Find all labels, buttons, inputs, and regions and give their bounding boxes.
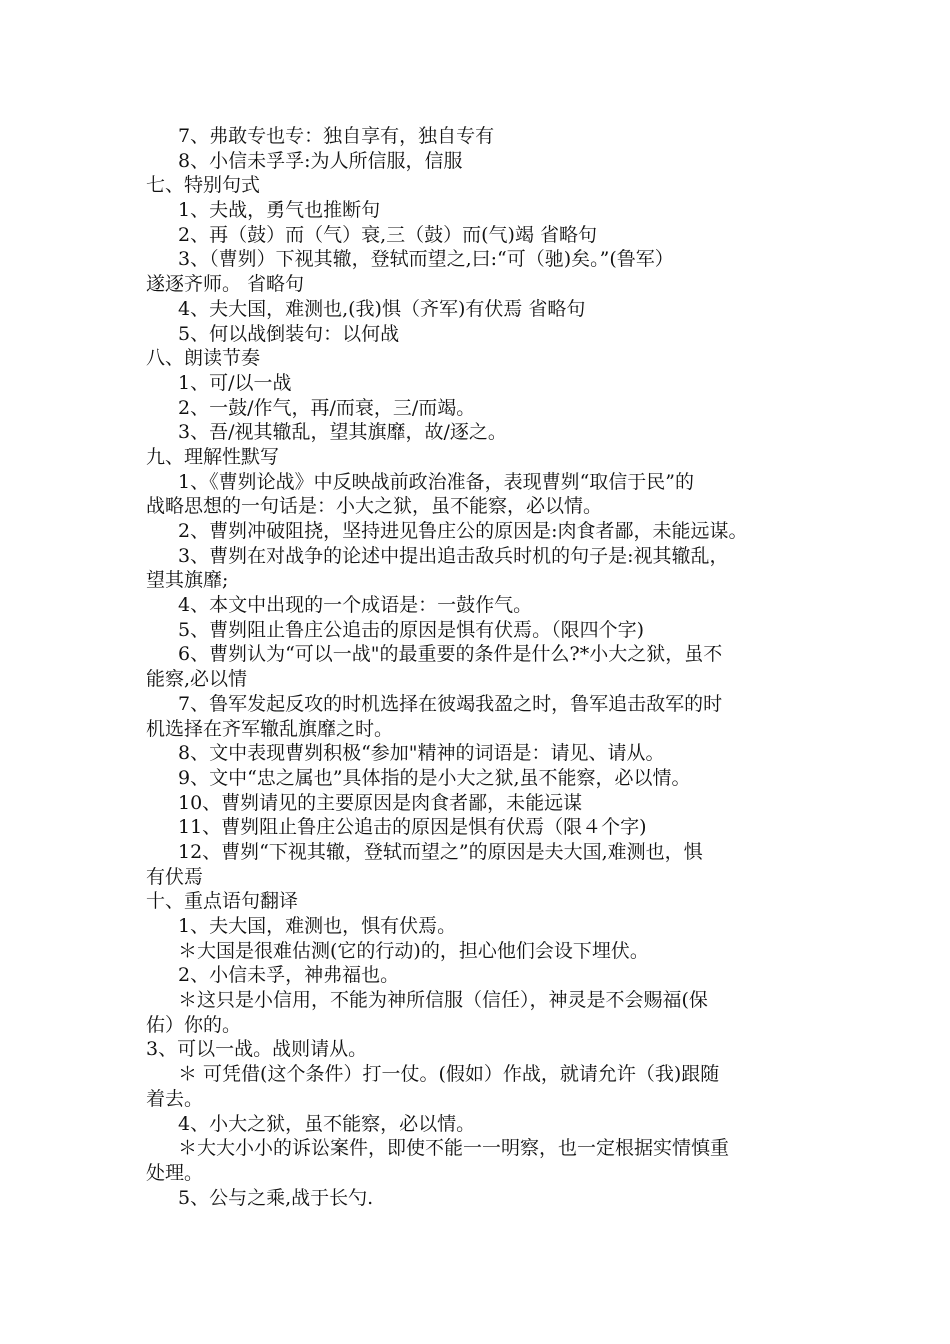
text-line: ＊ 可凭借(这个条件）打一仗。(假如）作战，就请允许（我)跟随 [178, 1063, 720, 1086]
section-heading: 七、特别句式 [146, 174, 261, 197]
text-line: 1、可/以一战 [178, 371, 292, 394]
text-continuation-line: 能察,必以情 [146, 668, 248, 691]
text-line: 4、本文中出现的一个成语是：一鼓作气。 [178, 594, 533, 617]
text-line: 8、小信未孚孚:为人所信服，信服 [178, 149, 463, 172]
section-heading: 九、理解性默写 [146, 445, 280, 468]
text-line: 4、小大之狱，虽不能察，必以情。 [178, 1112, 476, 1135]
text-line: ＊大大小小的诉讼案件，即使不能一一明察，也一定根据实情慎重 [178, 1137, 730, 1160]
text-line: 2、再（鼓）而（气）衰,三（鼓）而(气)竭 省略句 [178, 223, 597, 246]
text-line: 9、文中“忠之属也”具体指的是小大之狱,虽不能察，必以情。 [178, 766, 691, 789]
section-heading: 3、可以一战。战则请从。 [146, 1038, 368, 1061]
text-line: 10、曹刿请见的主要原因是肉食者鄙，未能远谋 [178, 791, 583, 814]
text-line: 6、曹刿认为“可以一战"的最重要的条件是什么?*小大之狱，虽不 [178, 643, 723, 666]
text-line: ＊大国是很难估测(它的行动)的，担心他们会设下埋伏。 [178, 939, 649, 962]
text-line: 5、公与之乘,战于长勺. [178, 1186, 374, 1209]
text-line: 5、曹刿阻止鲁庄公追击的原因是惧有伏焉。（限四个字) [178, 618, 645, 641]
text-line: 2、一鼓/作气，再/而衰，三/而竭。 [178, 396, 476, 419]
text-line: 1、《曹刿论战》中反映战前政治准备，表现曹刿“取信于民”的 [178, 470, 695, 493]
section-heading: 十、重点语句翻译 [146, 890, 299, 913]
text-line: 7、鲁军发起反攻的时机选择在彼竭我盈之时，鲁军追击敌军的时 [178, 692, 723, 715]
text-line: 1、夫战，勇气也推断句 [178, 199, 381, 222]
text-continuation-line: 遂逐齐师。 省略句 [146, 273, 305, 296]
text-line: 12、曹刿“下视其辙，登轼而望之”的原因是夫大国,难测也，惧 [178, 840, 703, 863]
text-continuation-line: 着去。 [146, 1087, 204, 1110]
text-line: 4、夫大国，难测也,(我)惧（齐军)有伏焉 省略句 [178, 297, 586, 320]
text-continuation-line: 机选择在齐军辙乱旗靡之时。 [146, 717, 394, 740]
text-line: 3、（曹刿）下视其辙，登轼而望之,曰:“可（驰)矣。”(鲁军） [178, 248, 674, 271]
text-line: 3、曹刿在对战争的论述中提出追击敌兵时机的句子是:视其辙乱， [178, 544, 729, 567]
text-continuation-line: 佑）你的。 [146, 1013, 242, 1036]
text-line: 2、小信未孚，神弗福也。 [178, 964, 400, 987]
text-line: 7、弗敢专也专：独自享有，独自专有 [178, 125, 495, 147]
text-continuation-line: 有伏焉 [146, 865, 204, 888]
text-continuation-line: 望其旗靡; [146, 569, 229, 592]
text-continuation-line: 处理。 [146, 1161, 204, 1184]
text-line: 1、夫大国，难测也，惧有伏焉。 [178, 915, 457, 937]
text-line: 5、何以战倒装句：以何战 [178, 322, 400, 345]
document-page [146, 124, 816, 1210]
text-line: 2、曹刿冲破阻挠，坚持进见鲁庄公的原因是:肉食者鄙，未能远谋。 [178, 520, 748, 542]
text-line: 8、文中表现曹刿积极“参加"精神的词语是：请见、请从。 [178, 742, 665, 765]
text-line: 11、曹刿阻止鲁庄公追击的原因是惧有伏焉（限４个字) [178, 816, 647, 839]
text-line: 3、吾/视其辙乱，望其旗靡，故/逐之。 [178, 421, 507, 444]
text-continuation-line: 战略思想的一句话是：小大之狱，虽不能察，必以情。 [146, 495, 603, 518]
text-line: ＊这只是小信用，不能为神所信服（信任），神灵是不会赐福(保 [178, 989, 708, 1012]
section-heading: 八、朗读节奏 [146, 347, 261, 370]
